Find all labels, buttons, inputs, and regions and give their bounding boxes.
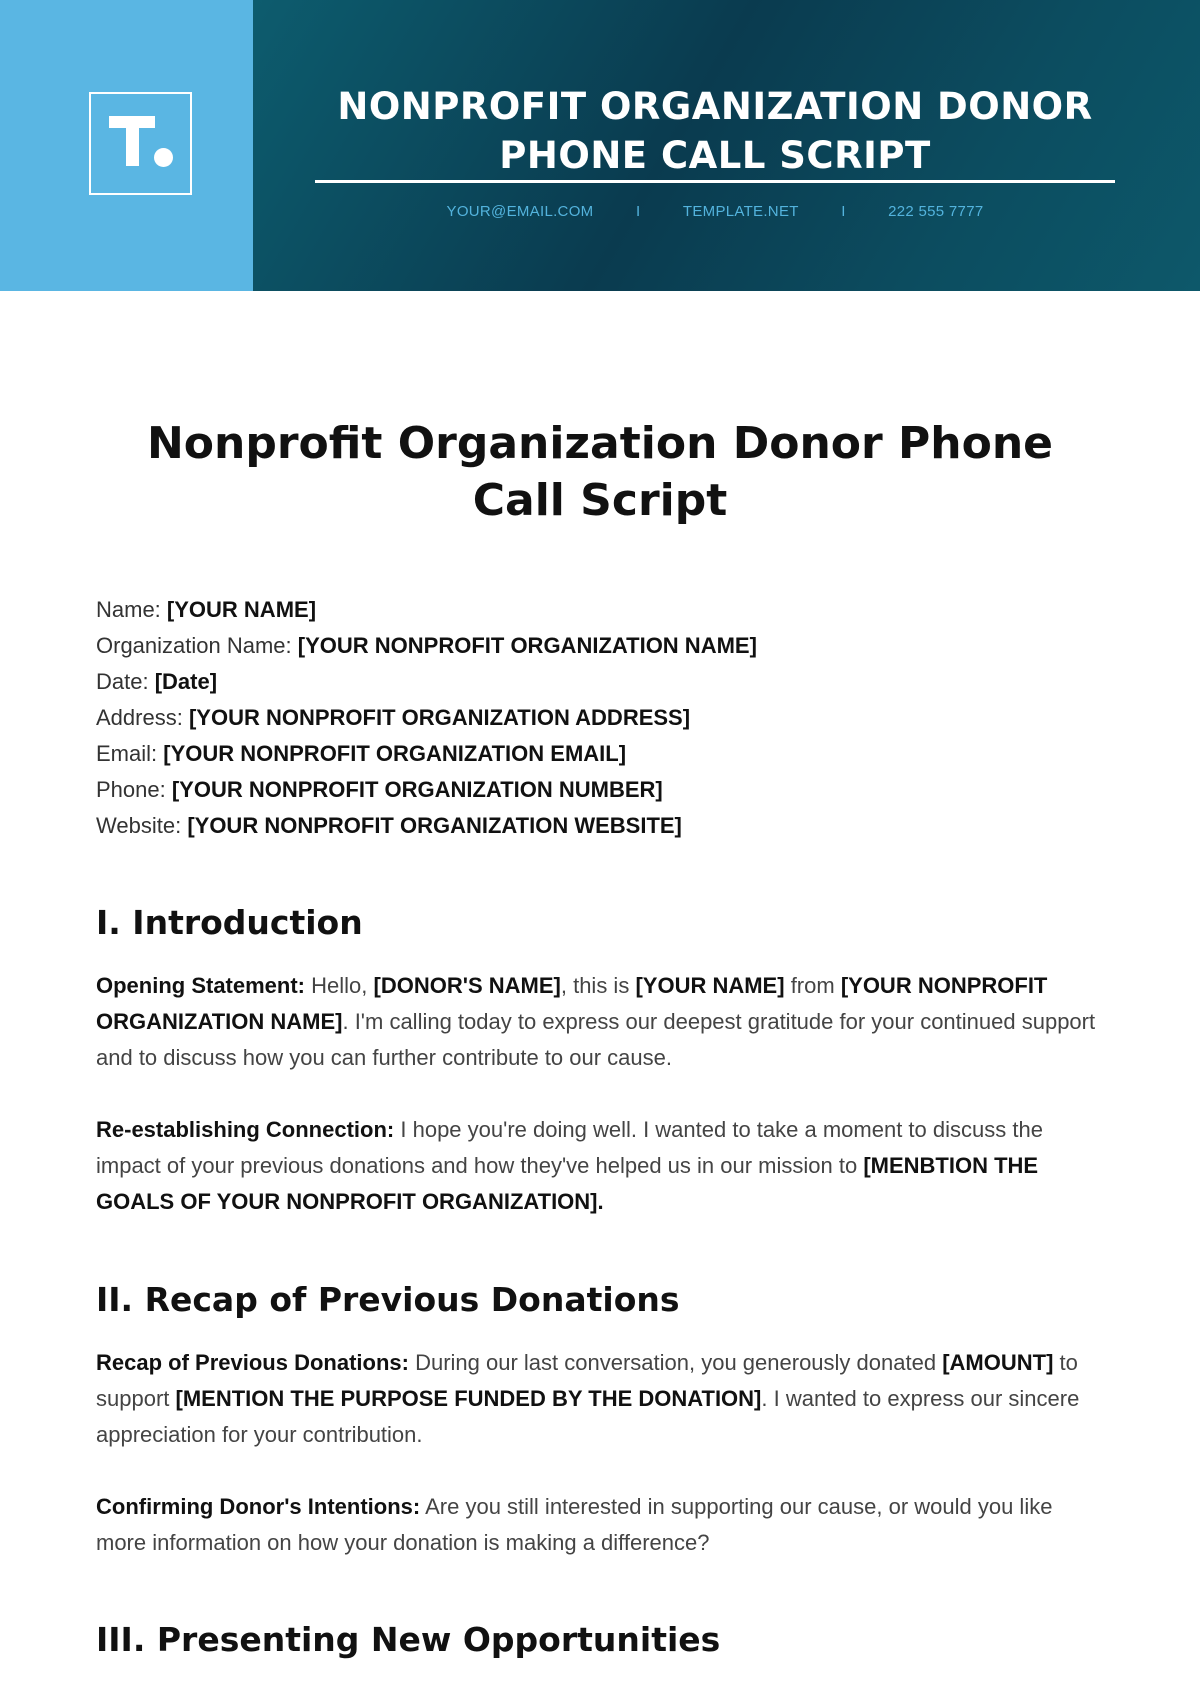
paragraph-text: . I'm calling today to express our deepest gratitude for your continued support and to discuss how you can further contribute to our cause.	[96, 1009, 1096, 1070]
paragraph-label: Confirming Donor's Intentions:	[96, 1494, 421, 1519]
info-row-organization	[96, 628, 1096, 664]
info-row-address	[96, 700, 1096, 736]
title-panel	[253, 0, 1200, 291]
info-row-date	[96, 664, 1096, 700]
paragraph-recap-donations	[96, 1345, 1106, 1453]
info-label: Organization Name:	[96, 633, 292, 658]
logo-panel	[0, 0, 253, 291]
info-block	[96, 592, 1096, 844]
info-label: Name:	[96, 597, 161, 622]
info-value: [YOUR NAME]	[166, 597, 317, 622]
contact-separator: I	[635, 203, 641, 220]
paragraph-label: Re-establishing Connection:	[96, 1117, 395, 1142]
info-value: [YOUR NONPROFIT ORGANIZATION EMAIL]	[163, 741, 627, 766]
logo-t-icon	[109, 116, 173, 172]
section-heading-introduction: I. Introduction	[96, 903, 363, 942]
info-value: [YOUR NONPROFIT ORGANIZATION ADDRESS]	[188, 705, 691, 730]
info-value: [YOUR NONPROFIT ORGANIZATION WEBSITE]	[187, 813, 682, 838]
paragraph-text: I hope you're doing well. I wanted to take a moment to discuss the impact of your previous donations and how they've helped us in our mission to	[96, 1117, 1043, 1178]
template-logo	[89, 92, 192, 195]
paragraph-text: During our last conversation, you generously donated	[415, 1350, 937, 1375]
banner-divider	[315, 180, 1115, 183]
placeholder-text: [DONOR'S NAME]	[373, 973, 561, 998]
info-label: Website:	[96, 813, 182, 838]
info-label: Date:	[96, 669, 149, 694]
info-value: [Date]	[154, 669, 218, 694]
info-row-website	[96, 808, 1096, 844]
info-value: [YOUR NONPROFIT ORGANIZATION NUMBER]	[171, 777, 663, 802]
contact-website: TEMPLATE.NET	[682, 203, 799, 220]
paragraph-text: , this is	[560, 973, 630, 998]
paragraph-label: Opening Statement:	[96, 973, 306, 998]
paragraph-text: . I wanted to express our sincere appreciation for your contribution.	[96, 1386, 1080, 1447]
paragraph-text: from	[790, 973, 835, 998]
info-row-email	[96, 736, 1096, 772]
info-row-name	[96, 592, 1096, 628]
paragraph-label: Recap of Previous Donations:	[96, 1350, 409, 1375]
section-heading-new-opportunities: III. Presenting New Opportunities	[96, 1620, 721, 1659]
contact-row	[315, 203, 1115, 220]
paragraph-text: to support	[96, 1350, 1078, 1411]
paragraph-text: Hello,	[311, 973, 368, 998]
placeholder-text: [AMOUNT]	[942, 1350, 1054, 1375]
contact-phone: 222 555 7777	[888, 203, 984, 220]
header-banner	[0, 0, 1200, 291]
info-label: Phone:	[96, 777, 166, 802]
contact-email: YOUR@EMAIL.COM	[446, 203, 594, 220]
document-title: Nonprofit Organization Donor Phone Call Script	[146, 418, 1054, 526]
paragraph-text: Are you still interested in supporting our cause, or would you like more information on how your donation is making a difference?	[96, 1494, 1053, 1555]
section-heading-recap: II. Recap of Previous Donations	[96, 1280, 680, 1319]
info-label: Email:	[96, 741, 158, 766]
banner-title: NONPROFIT ORGANIZATION DONOR PHONE CALL SCRIPT	[337, 85, 1093, 177]
placeholder-text: [YOUR NONPROFIT ORGANIZATION NAME]	[96, 973, 1048, 1034]
paragraph-confirming-intentions	[96, 1489, 1106, 1561]
paragraph-opening-statement	[96, 968, 1106, 1076]
paragraph-re-establishing-connection	[96, 1112, 1106, 1220]
info-row-phone	[96, 772, 1096, 808]
info-label: Address:	[96, 705, 183, 730]
contact-separator: I	[841, 203, 846, 220]
placeholder-text: [YOUR NAME]	[635, 973, 785, 998]
placeholder-text: [MENTION THE PURPOSE FUNDED BY THE DONATION]	[175, 1386, 762, 1411]
info-value: [YOUR NONPROFIT ORGANIZATION NAME]	[297, 633, 757, 658]
placeholder-text: [MENBTION THE GOALS OF YOUR NONPROFIT ORGANIZATION].	[96, 1153, 1039, 1214]
